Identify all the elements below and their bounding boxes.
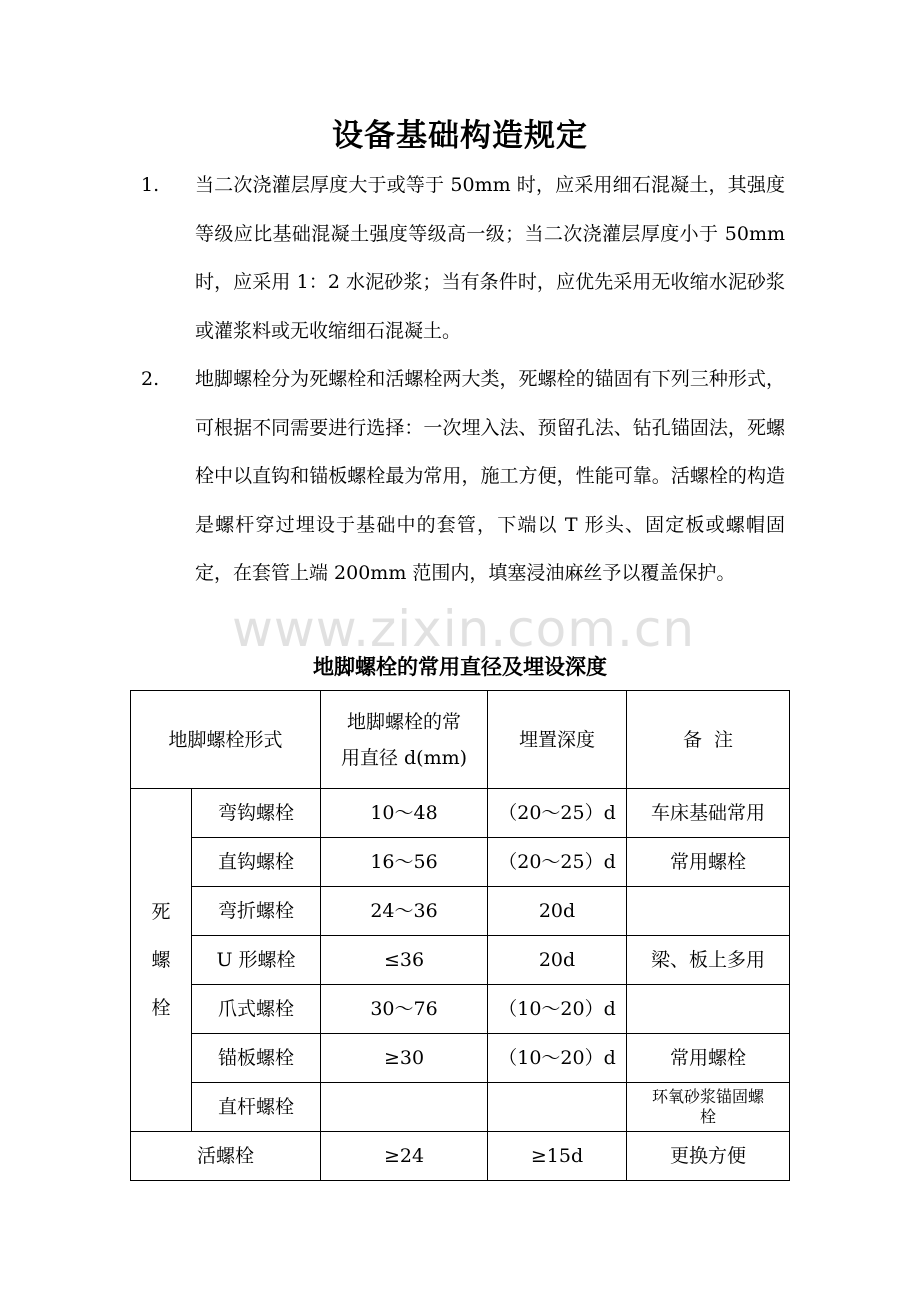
cell-name: 直杆螺栓 xyxy=(192,1083,321,1132)
cell-note: 常用螺栓 xyxy=(627,838,790,887)
cell-name: 活螺栓 xyxy=(131,1132,321,1181)
cell-note xyxy=(627,887,790,936)
cell-name: 锚板螺栓 xyxy=(192,1034,321,1083)
cell-note: 常用螺栓 xyxy=(627,1034,790,1083)
cell-diameter: 24～36 xyxy=(321,887,488,936)
cell-depth: （20～25）d xyxy=(488,838,627,887)
table-row xyxy=(131,887,790,936)
cell-name: 直钩螺栓 xyxy=(192,838,321,887)
table-row xyxy=(131,936,790,985)
list-item-text: 地脚螺栓分为死螺栓和活螺栓两大类，死螺栓的锚固有下列三种形式，可根据不同需要进行选择：一次埋入法、预留孔法、钻孔锚固法，死螺栓中以直钩和锚板螺栓最为常用，施工方便，性能可靠。活螺栓的构造是螺杆穿过埋设于基础中的套管，下端以 T 形头、固定板或螺帽固定，在套管上端 200mm 范围内，填塞浸油麻丝予以覆盖保护。 xyxy=(195,368,785,584)
cell-depth: ≥15d xyxy=(488,1132,627,1181)
cell-note: 车床基础常用 xyxy=(627,789,790,838)
cell-diameter: ≥30 xyxy=(321,1034,488,1083)
table-row xyxy=(131,985,790,1034)
table-row xyxy=(131,1083,790,1132)
header-cell-diameter xyxy=(321,691,488,789)
watermark: www.zixin.com.cn xyxy=(232,600,696,658)
table-title: 地脚螺栓的常用直径及埋设深度 xyxy=(313,654,607,679)
cell-name: U 形螺栓 xyxy=(192,936,321,985)
header-diameter-line1: 地脚螺栓的常 xyxy=(347,710,462,733)
cell-note: 梁、板上多用 xyxy=(627,936,790,985)
cell-diameter: ≥24 xyxy=(321,1132,488,1181)
cell-depth: 20d xyxy=(488,887,627,936)
cell-depth: 20d xyxy=(488,936,627,985)
table-row xyxy=(131,789,790,838)
cell-diameter: 10～48 xyxy=(321,789,488,838)
list-item-number: 1. xyxy=(141,174,160,196)
cell-name: 爪式螺栓 xyxy=(192,985,321,1034)
cell-diameter: ≤36 xyxy=(321,936,488,985)
header-cell-type: 地脚螺栓形式 xyxy=(131,691,321,789)
cell-note xyxy=(627,985,790,1034)
header-cell-depth: 埋置深度 xyxy=(488,691,627,789)
cell-depth: （20～25）d xyxy=(488,789,627,838)
page-title: 设备基础构造规定 xyxy=(332,118,588,154)
list-item-number: 2. xyxy=(141,368,160,390)
cell-name: 弯折螺栓 xyxy=(192,887,321,936)
cell-depth: （10～20）d xyxy=(488,1034,627,1083)
list-item-text: 当二次浇灌层厚度大于或等于 50mm 时，应采用细石混凝土，其强度等级应比基础混凝土强度等级高一级；当二次浇灌层厚度小于 50mm 时，应采用 1：2 水泥砂浆；当有条件时，应优先采用无收缩水泥砂浆或灌浆料或无收缩细石混凝土。 xyxy=(195,174,785,342)
cell-depth: （10～20）d xyxy=(488,985,627,1034)
group-label-dead-bolt: 死 螺 栓 xyxy=(131,789,192,1132)
bolt-table xyxy=(130,690,790,1181)
table-header-row xyxy=(131,691,790,789)
header-cell-note: 备 注 xyxy=(627,691,790,789)
cell-diameter xyxy=(321,1083,488,1132)
header-diameter-line2: 用直径 d(mm) xyxy=(340,746,468,769)
cell-diameter: 30～76 xyxy=(321,985,488,1034)
cell-note: 环氧砂浆锚固螺 栓 xyxy=(627,1083,790,1132)
table-row xyxy=(131,1034,790,1083)
table-row-live-bolt xyxy=(131,1132,790,1181)
cell-note: 更换方便 xyxy=(627,1132,790,1181)
table-row xyxy=(131,838,790,887)
cell-name: 弯钩螺栓 xyxy=(192,789,321,838)
cell-depth xyxy=(488,1083,627,1132)
cell-diameter: 16～56 xyxy=(321,838,488,887)
